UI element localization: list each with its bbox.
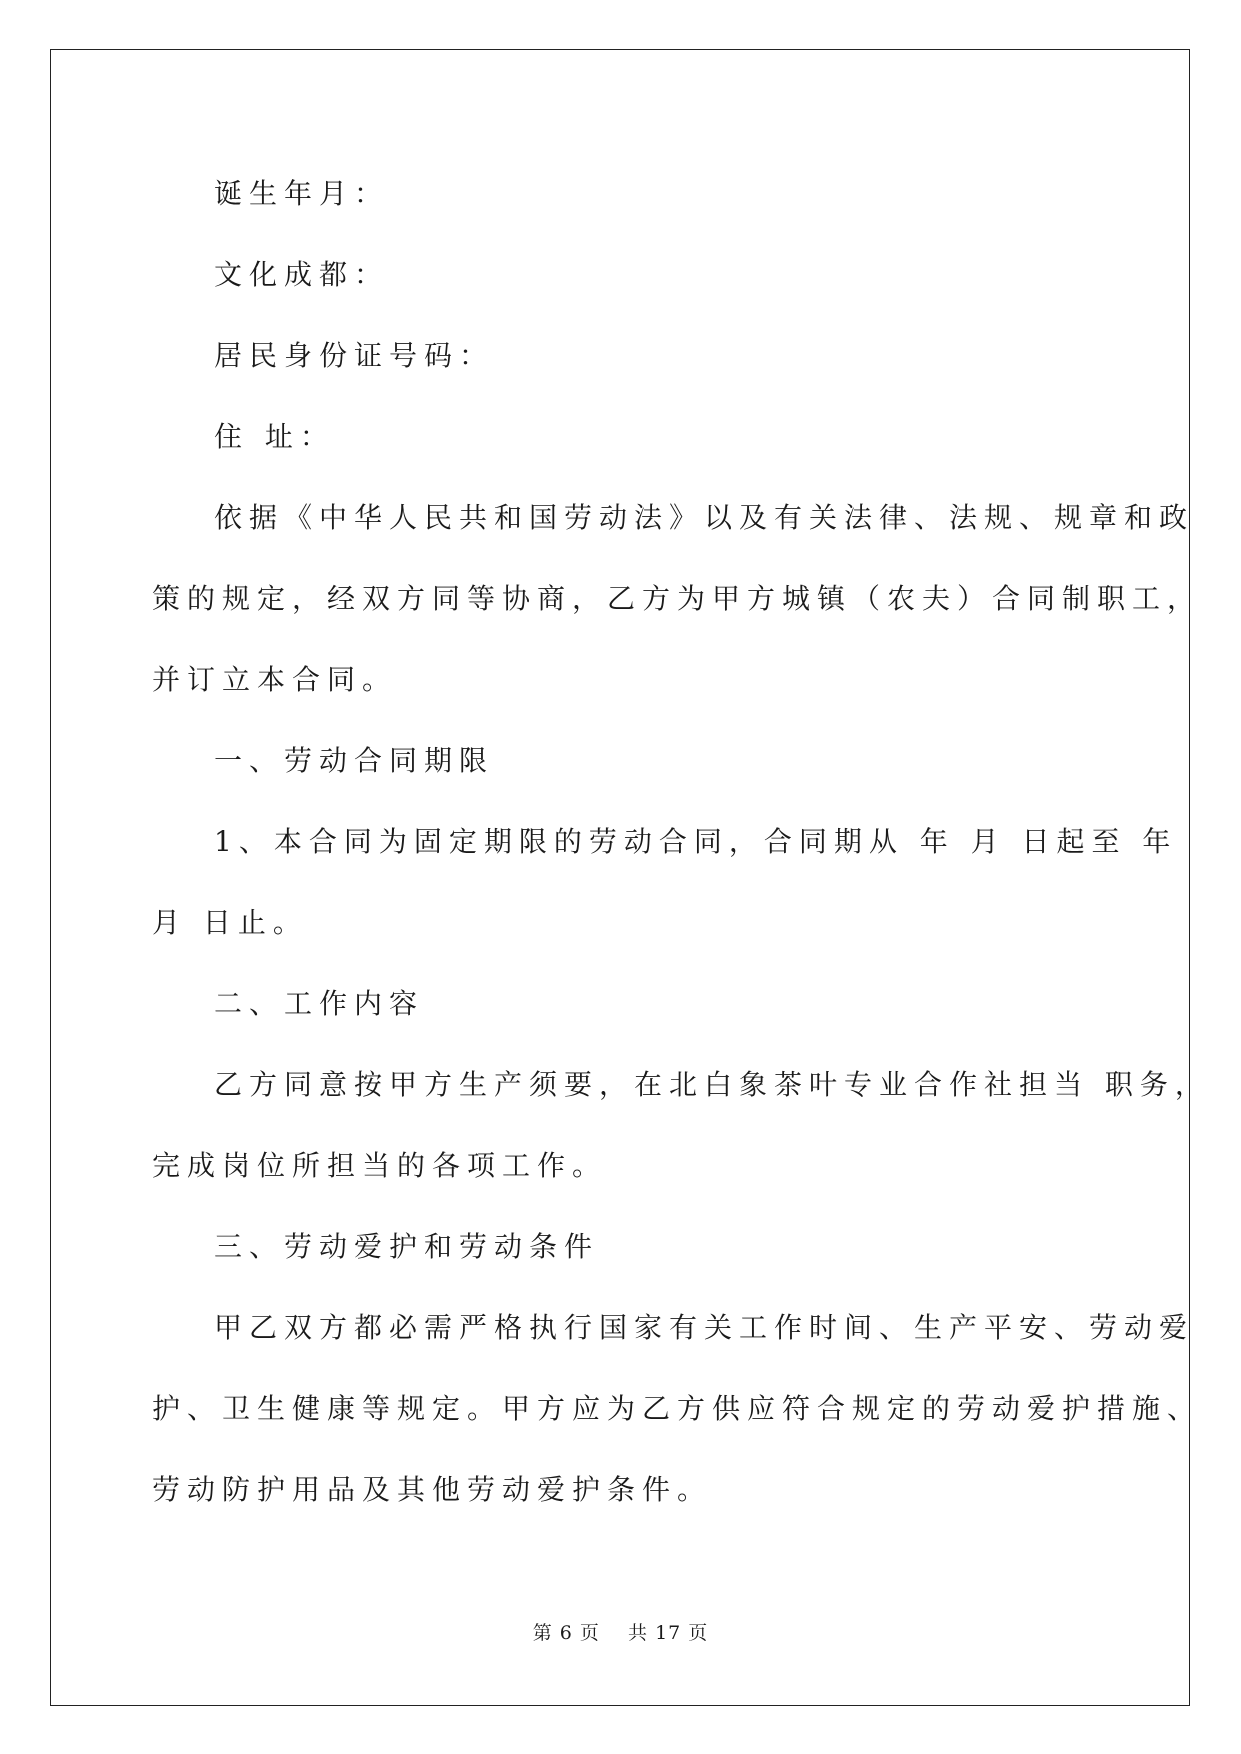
field-id-number: 居民身份证号码： (214, 339, 495, 372)
paragraph-term-line: 月 日止。 (152, 906, 308, 939)
paragraph-work-line: 完成岗位所担当的各项工作。 (152, 1149, 608, 1182)
paragraph-term-line: 1、本合同为固定期限的劳动合同，合同期从 年 月 日起至 年 (214, 825, 1178, 858)
paragraph-protection-line: 甲乙双方都必需严格执行国家有关工作时间、生产平安、劳动爱 (214, 1311, 1195, 1344)
paragraph-work-line: 乙方同意按甲方生产须要，在北白象茶叶专业合作社担当 职务， (214, 1068, 1210, 1101)
paragraph-preamble-line: 依据《中华人民共和国劳动法》以及有关法律、法规、规章和政 (214, 501, 1195, 534)
field-birth-date: 诞生年月： (214, 177, 390, 210)
paragraph-protection-line: 劳动防护用品及其他劳动爱护条件。 (152, 1473, 713, 1506)
paragraph-preamble-line: 并订立本合同。 (152, 663, 398, 696)
paragraph-protection-line: 护、卫生健康等规定。甲方应为乙方供应符合规定的劳动爱护措施、 (152, 1392, 1203, 1425)
field-address: 住 址： (214, 420, 335, 453)
section-heading-labor-protection: 三、劳动爱护和劳动条件 (214, 1230, 600, 1263)
paragraph-preamble-line: 策的规定，经双方同等协商，乙方为甲方城镇（农夫）合同制职工， (152, 582, 1203, 615)
section-heading-work-content: 二、工作内容 (214, 987, 425, 1020)
page-number-footer: 第 6 页 共 17 页 (532, 1622, 709, 1644)
section-heading-contract-term: 一、劳动合同期限 (214, 744, 495, 777)
field-education: 文化成都： (214, 258, 390, 291)
page-border (50, 49, 1190, 1706)
